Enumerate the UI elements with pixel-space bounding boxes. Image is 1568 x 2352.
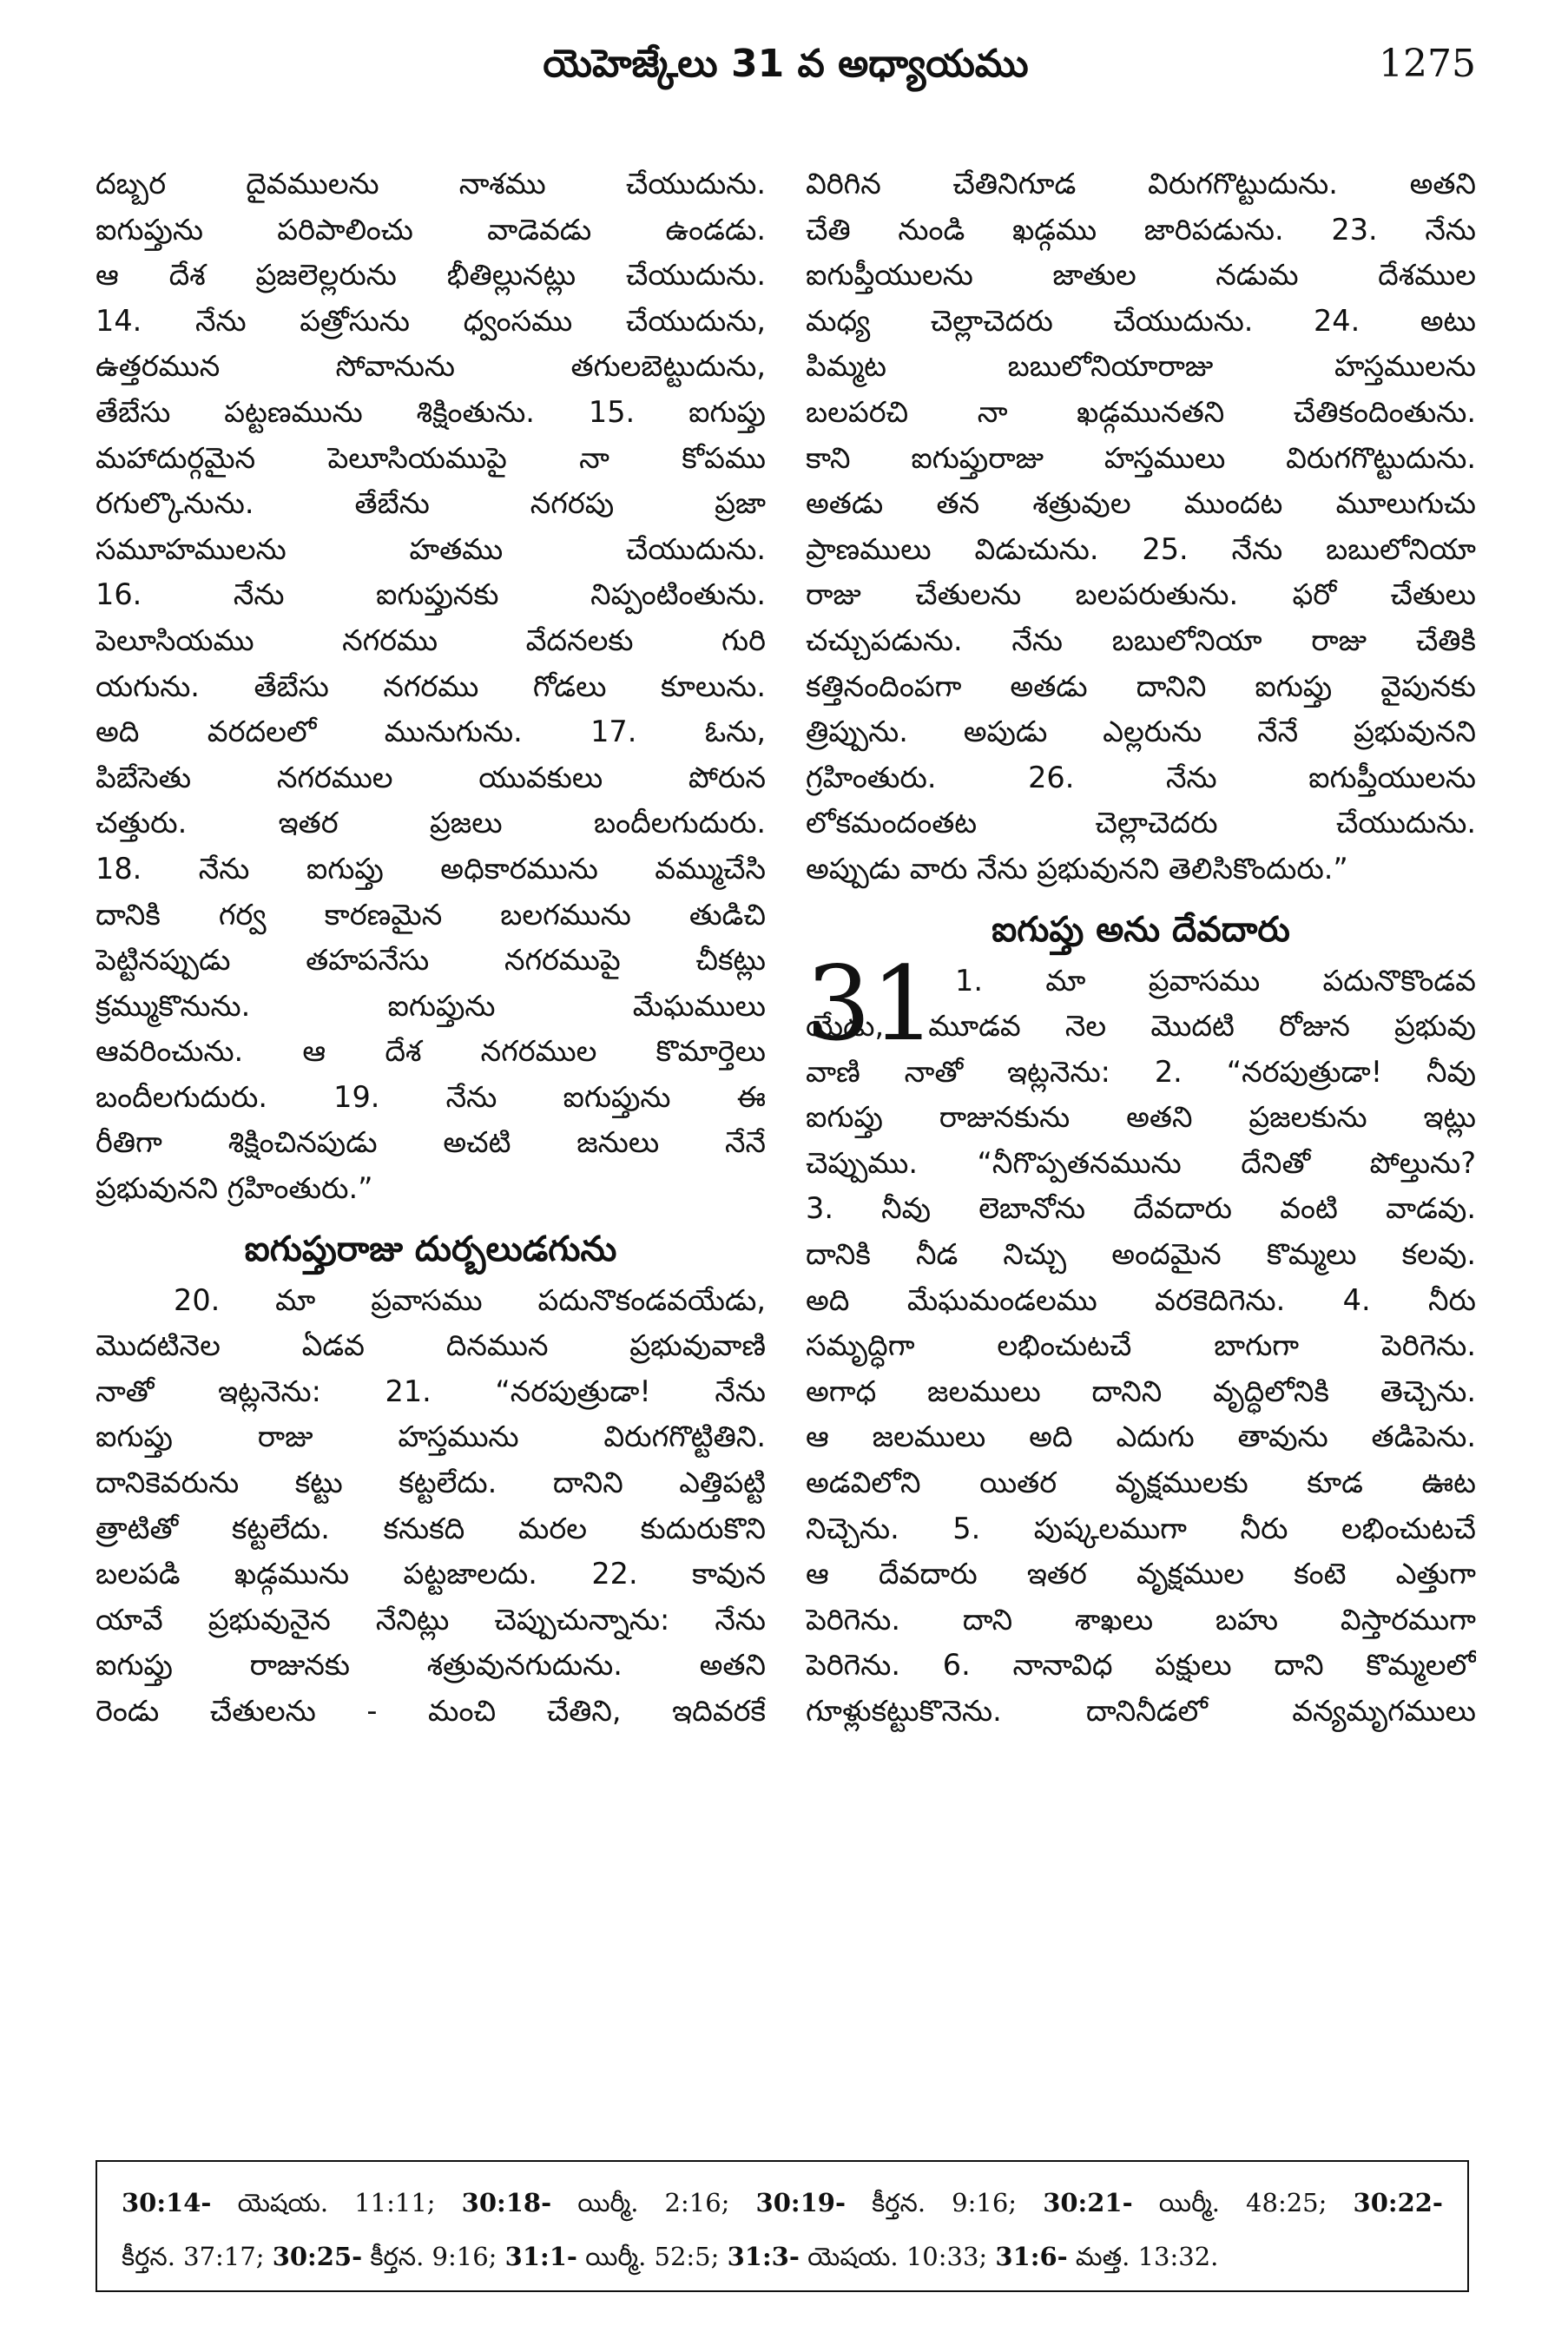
text-line: నిచ్చెను. 5. పుష్కలముగా నీరు లభించుటచే [806,1511,1476,1545]
footnote-ref: 30:19- [755,2188,847,2217]
text-line: త్రాటితో కట్టలేదు. కనుకది మరల కుదురుకొని [96,1511,766,1545]
chapter-number: 31 [806,943,937,1064]
footnote-cite: మత్త. 13:32. [1067,2242,1219,2271]
text-line: రెండు చేతులను - మంచి చేతిని, ఇదివరకే [96,1694,766,1728]
left-column [96,161,766,1735]
text-line: త్రిప్పును. అపుడు ఎల్లరును నేనే ప్రభువునని [806,715,1476,749]
text-line: కత్తినందింపగా అతడు దానిని ఐగుప్తు వైపునకు [806,669,1476,703]
footnote-ref: 30:18- [461,2188,552,2217]
running-title: యెహెజ్కేలు 31 వ అధ్యాయము [543,42,1029,86]
text-line: 20. మా ప్రవాసము పదునొకండవయేడు, [174,1282,766,1317]
text-line: మహాదుర్గమైన పెలూసియముపై నా కోపము [96,440,766,475]
footnote-ref: 30:21- [1043,2188,1133,2217]
text-line: దానికి గర్వ కారణమైన బలగమును తుడిచి [96,897,766,932]
text-line: పిబేసెతు నగరముల యువకులు పోరున [96,760,766,794]
text-line: ఐగుప్తు రాజు హస్తమును విరుగగొట్టితిని. [96,1420,766,1454]
footnote-cite: కీర్తన. 9:16; [846,2188,1044,2217]
text-line: అగాధ జలములు దానిని వృద్ధిలోనికి తెచ్చెను. [806,1374,1476,1408]
text-line: తేబేసు పట్టణమును శిక్షింతును. 15. ఐగుప్తు [96,394,766,429]
footnote-ref: 30:25- [272,2242,363,2271]
text-line: యేడు, మూడవ నెల మొదటి రోజున ప్రభువు [806,1009,1476,1044]
text-line: పెట్టినప్పుడు తహపనేసు నగరముపై చీకట్లు [96,943,766,978]
text-line: మొదటినెల ఏడవ దినమున ప్రభువువాణి [96,1328,766,1363]
text-line: ఆవరించును. ఆ దేశ నగరముల కొమార్తెలు [96,1034,766,1069]
footnote-line [122,2176,1443,2230]
section-heading: ఐగుప్తు అను దేవదారు [992,909,1290,950]
text-line: 1. మా ప్రవాసము పదునొకొండవ [955,963,1476,998]
text-line: ఐగుప్తు రాజునకును అతని ప్రజలకును ఇట్లు [806,1100,1476,1135]
page-number: 1275 [1379,42,1476,86]
text-line: ఐగుప్తును పరిపాలించు వాడెవడు ఉండడు. [96,212,766,247]
text-line: సమృద్ధిగా లభించుటచే బాగుగా పెరిగెను. [806,1328,1476,1363]
text-line: చేతి నుండి ఖడ్గము జారిపడును. 23. నేను [806,212,1476,247]
footnote-cite: కీర్తన. 9:16; [362,2242,505,2271]
footnote-ref: 30:14- [122,2188,212,2217]
text-line: రగుల్కొనును. తేబేను నగరపు ప్రజా [96,486,766,521]
text-line: ఐగుప్తు రాజునకు శత్రువునగుదును. అతని [96,1648,766,1683]
text-line: రీతిగా శిక్షించినపుడు అచటి జనులు నేనే [96,1125,766,1160]
text-line: చెప్పుము. “నీగొప్పతనమును దేనితో పోల్తును? [806,1145,1476,1180]
page-header [96,42,1476,111]
footnote-cite: యెషయ. 11:11; [211,2188,462,2217]
text-line: బలపడి ఖడ్గమును పట్టజాలదు. 22. కావున [96,1557,766,1591]
text-line: దానికెవరును కట్టు కట్టలేదు. దానిని ఎత్తిపట్టి [96,1466,766,1500]
text-line: గ్రహింతురు. 26. నేను ఐగుప్తీయులను [806,760,1476,794]
text-line: దానికి నీడ నిచ్చు అందమైన కొమ్మలు కలవు. [806,1237,1476,1272]
text-line: అది వరదలలో మునుగును. 17. ఓను, [96,715,766,749]
text-line: మధ్య చెల్లాచెదరు చేయుదును. 24. అటు [806,303,1476,338]
footnote-line [122,2230,1443,2283]
text-line: ఐగుప్తీయులను జాతుల నడుమ దేశముల [806,258,1476,293]
text-line: సమూహములను హతము చేయుదును. [96,531,766,566]
text-line: గూళ్లుకట్టుకొనెను. దానినీడలో వన్యమృగములు [806,1694,1476,1728]
footnote-ref: 31:6- [995,2242,1068,2271]
text-line: దబ్బర దైవములను నాశము చేయుదును. [96,167,766,201]
text-line: ఆ దేవదారు ఇతర వృక్షముల కంటె ఎత్తుగా [806,1557,1476,1591]
footnote-cite: యెషయ. 10:33; [799,2242,996,2271]
chapter-block [806,943,1476,1735]
text-line: 16. నేను ఐగుప్తునకు నిప్పంటింతును. [96,577,766,612]
footnote-cite: కీర్తన. 37:17; [122,2242,273,2271]
section-heading: ఐగుప్తురాజు దుర్బలుడగును [244,1229,617,1269]
text-line: చత్తురు. ఇతర ప్రజలు బందీలగుదురు. [96,806,766,840]
text-line: ప్రభువునని గ్రహింతురు.” [96,1171,373,1206]
text-line: ఆ దేశ ప్రజలెల్లరును భీతిల్లునట్లు చేయుదును. [96,258,766,293]
text-line: అడవిలోని యితర వృక్షములకు కూడ ఊట [806,1466,1476,1500]
text-line: 3. నీవు లెబానోను దేవదారు వంటి వాడవు. [806,1191,1476,1226]
footnote-ref: 31:1- [504,2242,577,2271]
footnote-cite: యిర్మీ. 52:5; [576,2242,728,2271]
footnote-cite: యిర్మీ. 2:16; [551,2188,756,2217]
text-line: వాణి నాతో ఇట్లనెను: 2. “నరపుత్రుడా! నీవు [806,1054,1476,1089]
footnote-ref: 31:3- [727,2242,800,2271]
text-line: అప్పుడు వారు నేను ప్రభువునని తెలిసికొందురు.” [806,851,1348,886]
text-line: అతడు తన శత్రువుల ముందట మూలుగుచు [806,486,1476,521]
text-line: రాజు చేతులను బలపరుతును. ఫరో చేతులు [806,577,1476,612]
text-line: పిమ్మట బబులోనియారాజు హస్తములను [806,349,1476,384]
text-line: ఉత్తరమున సోవానును తగులబెట్టుదును, [96,349,766,384]
text-line: చచ్చుపడును. నేను బబులోనియా రాజు చేతికి [806,623,1476,657]
text-line: ప్రాణములు విడుచును. 25. నేను బబులోనియా [806,531,1476,566]
text-line: 18. నేను ఐగుప్తు అధికారమును వమ్ముచేసి [96,851,766,886]
text-line: అది మేఘమండలము వరకెదిగెను. 4. నీరు [806,1282,1476,1317]
text-line: లోకమందంతట చెల్లాచెదరు చేయుదును. [806,806,1476,840]
text-line: పెలూసియము నగరము వేదనలకు గురి [96,623,766,657]
right-column [806,161,1476,1735]
text-line: బలపరచి నా ఖడ్గమునతని చేతికందింతును. [806,394,1476,429]
text-line: విరిగిన చేతినిగూడ విరుగగొట్టుదును. అతని [806,167,1476,201]
text-line: ఆ జలములు అది ఎదుగు తావును తడిపెను. [806,1420,1476,1454]
footnote-cite: యిర్మీ. 48:25; [1132,2188,1354,2217]
text-line: నాతో ఇట్లనెను: 21. “నరపుత్రుడా! నేను [96,1374,766,1408]
text-line: 14. నేను పత్రోసును ధ్వంసము చేయుదును, [96,303,766,338]
text-line: కాని ఐగుప్తురాజు హస్తములు విరుగగొట్టుదును. [806,440,1476,475]
footnote-ref: 30:22- [1353,2188,1443,2217]
text-line: క్రమ్ముకొనును. ఐగుప్తును మేఘములు [96,988,766,1023]
text-line: యావే ప్రభువునైన నేనిట్లు చెప్పుచున్నాను: నేను [96,1602,766,1637]
footnote-box [96,2160,1469,2292]
text-line: పెరిగెను. 6. నానావిధ పక్షులు దాని కొమ్మలలో [806,1648,1476,1683]
text-line: పెరిగెను. దాని శాఖలు బహు విస్తారముగా [806,1602,1476,1637]
text-line: బందీలగుదురు. 19. నేను ఐగుప్తును ఈ [96,1079,766,1114]
text-line: యగును. తేబేసు నగరము గోడలు కూలును. [96,669,766,703]
